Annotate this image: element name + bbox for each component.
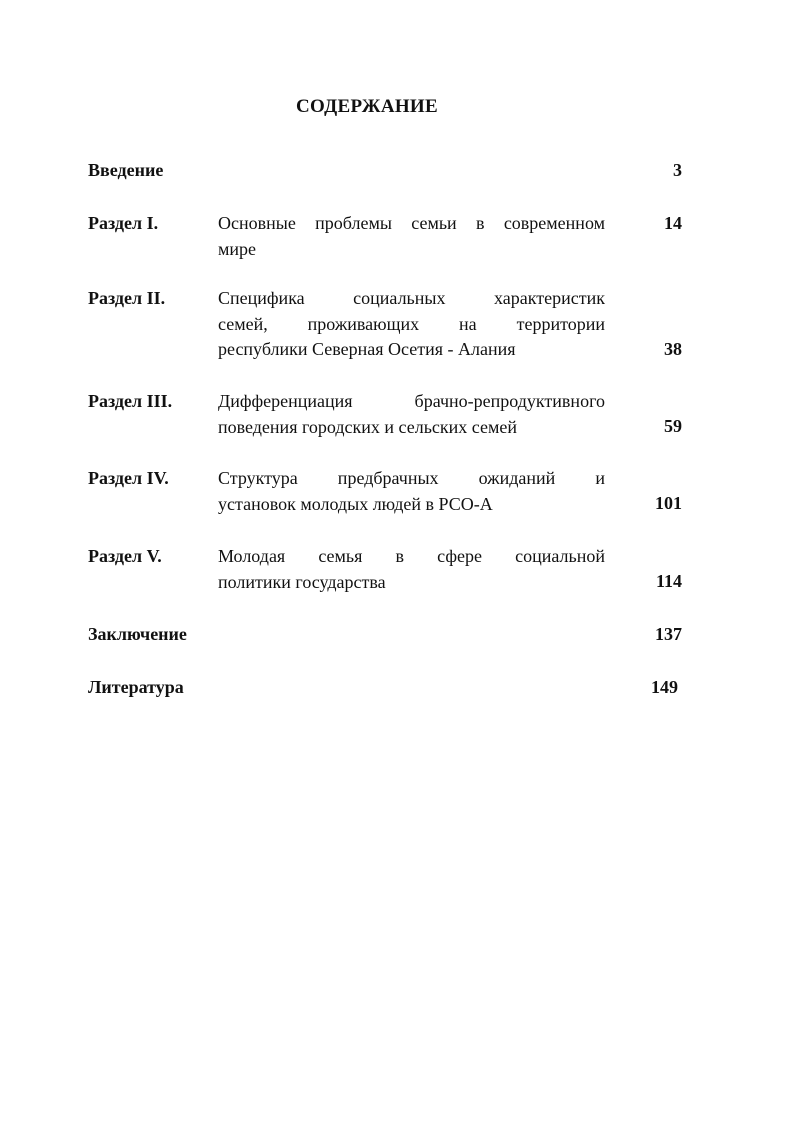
toc-entry-title-line: Специфика социальных характеристик	[218, 288, 605, 308]
page-title: СОДЕРЖАНИЕ	[296, 96, 438, 117]
toc-entry-title-line: Молодая семья в сфере социальной	[218, 546, 605, 566]
toc-entry-title	[218, 544, 605, 595]
toc-entry-title-line: семей, проживающих на территории	[218, 313, 605, 334]
toc-entry-label: Раздел II.	[88, 288, 166, 308]
toc-entry-title-line: политики государства	[218, 571, 386, 592]
toc-entry-label: Заключение	[88, 624, 187, 644]
toc-entry-page: 149	[651, 677, 678, 697]
toc-entry-title-line: Дифференциация брачно-репродуктивного	[218, 391, 605, 411]
toc-entry-title-line: установок молодых людей в РСО-А	[218, 493, 493, 514]
toc-entry-page: 59	[664, 416, 682, 436]
toc-entry-title-line: республики Северная Осетия - Алания	[218, 339, 516, 359]
toc-entry-label: Раздел III.	[88, 391, 173, 411]
toc-entry-label: Раздел V.	[88, 546, 162, 566]
toc-entry-title-line: мире	[218, 238, 257, 259]
toc-entry-title	[218, 389, 605, 440]
toc-entry-title-line: поведения городских и сельских семей	[218, 416, 518, 437]
toc-entry-title	[218, 466, 605, 517]
toc-entry-page: 114	[655, 571, 682, 591]
toc-entry-page: 3	[673, 160, 682, 180]
toc-entry-page: 101	[655, 493, 682, 513]
toc-entry-title	[218, 211, 605, 262]
toc-entry-page: 38	[664, 339, 682, 359]
toc-entry-title-line: Структура предбрачных ожиданий и	[218, 468, 605, 488]
toc-entry-page: 137	[655, 624, 682, 644]
toc-entry-title-line: Основные проблемы семьи в современном	[218, 213, 605, 233]
toc-entry-label: Введение	[88, 160, 164, 180]
toc-entry-label: Раздел I.	[88, 213, 159, 233]
toc-entry-page: 14	[664, 213, 682, 233]
toc-entry-label: Раздел IV.	[88, 468, 169, 488]
toc-entry-label: Литература	[88, 677, 184, 697]
toc-entry-title	[218, 286, 605, 363]
